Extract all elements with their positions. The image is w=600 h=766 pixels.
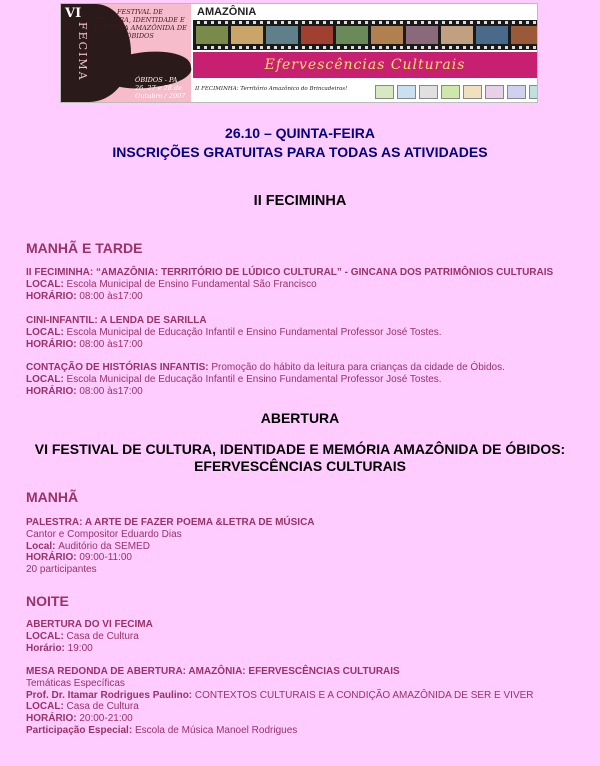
festival-banner: [60, 3, 538, 103]
film-frame: [231, 26, 263, 44]
activity-local: Escola Municipal de Educação Infantil e Ensino Fundamental Professor José Tostes.: [66, 326, 442, 338]
film-frame: [336, 26, 368, 44]
section-morning: MANHÃ: [26, 489, 79, 505]
sponsor-logos: [375, 85, 538, 99]
section-morning-afternoon: MANHÃ E TARDE: [26, 240, 143, 256]
sponsor-logo: [463, 85, 482, 99]
film-frame: [196, 26, 228, 44]
film-frame: [371, 26, 403, 44]
logo-city-dates: ÓBIDOS - PA 26, 27 e 28 de Outubro / 2007: [135, 76, 186, 100]
free-registration-heading: INSCRIÇÕES GRATUITAS PARA TODAS AS ATIVIDADES: [112, 144, 488, 160]
opening-heading: ABERTURA: [260, 410, 340, 426]
activity-local: Escola Municipal de Ensino Fundamental São Francisco: [66, 278, 317, 290]
activity-roundtable: MESA REDONDA DE ABERTURA: AMAZÔNIA: EFERVESCÊNCIAS CULTURAIS Temáticas Específicas Prof. Dr. Itamar Rodrigues Paulino: CONTEXTOS CULTURAIS E A CONDIÇÃO AMAZÔNIDA DE SER E VIVER LOCAL: Casa de Cultura HORÁRIO: 20:00-21:00 Participação Especial: Escola de Música Manoel Rodrigues: [26, 666, 586, 737]
film-frame: [301, 26, 333, 44]
opening-item-local: Casa de Cultura: [66, 630, 139, 642]
sponsor-logo: [529, 85, 538, 99]
lecture-time: 09:00-11:00: [79, 552, 132, 564]
logo-vi: VI: [65, 6, 82, 21]
film-frame: [441, 26, 473, 44]
date-heading: 26.10 – QUINTA-FEIRA: [225, 125, 375, 141]
lecture-title: PALESTRA: A ARTE DE FAZER POEMA &LETRA DE MÚSICA: [26, 517, 315, 528]
lecture-speaker: Cantor e Compositor Eduardo Dias: [26, 528, 182, 540]
activity-time: 08:00 às17:00: [79, 290, 143, 302]
activity-cini-infantil: CINI-INFANTIL: A LENDA DE SARILLA LOCAL: Escola Municipal de Educação Infantil e Ensino Fundamental Professor José Tostes. HORÁRIO: 08:00 às17:00: [26, 315, 586, 350]
banner-feciminha-label: II FECIMINHA: Território Amazônico do Brincadeiras!: [195, 86, 348, 92]
film-frame: [476, 26, 508, 44]
activity-local: Escola Municipal de Educação Infantil e Ensino Fundamental Professor José Tostes.: [66, 373, 442, 385]
festival-logo-panel: [61, 4, 191, 102]
roundtable-local: Casa de Cultura: [66, 701, 139, 713]
lecture-participants: 20 participantes: [26, 564, 97, 576]
lecture-local: Auditório da SEMED: [58, 540, 150, 552]
banner-right-panel: [193, 4, 537, 102]
logo-festival-text: FESTIVAL DE CULTURA, IDENTIDADE E MEMÓRIA AMAZÔNIDA DE ÓBIDOS: [93, 8, 187, 40]
roundtable-time: 20:00-21:00: [79, 713, 133, 725]
activity-title: II FECIMINHA: “AMAZÔNIA: TERRITÓRIO DE LÚDICO CULTURAL” - GINCANA DOS PATRIMÔNIOS CULTURAIS: [26, 267, 554, 278]
activity-time: 08:00 às17:00: [79, 385, 143, 397]
logo-fecima: FECIMA: [76, 22, 89, 82]
section-night: NOITE: [26, 593, 69, 609]
roundtable-speaker-topic: CONTEXTOS CULTURAIS E A CONDIÇÃO AMAZÔNIDA DE SER E VIVER: [194, 689, 534, 701]
banner-efervescencias: Efervescências Culturais: [193, 52, 537, 78]
film-frame: [406, 26, 438, 44]
sponsor-logo: [485, 85, 504, 99]
activity-storytelling: CONTAÇÃO DE HISTÓRIAS INFANTIS: Promoção do hábito da leitura para crianças da cidade de Óbidos. LOCAL: Escola Municipal de Educação Infantil e Ensino Fundamental Professor José Tostes. HORÁRIO: 08:00 às17:00: [26, 362, 505, 397]
banner-sponsor-bar: [193, 82, 537, 100]
festival-title-line2: EFERVESCÊNCIAS CULTURAIS: [194, 458, 406, 474]
film-frame: [511, 26, 538, 44]
activity-title: CINI-INFANTIL: A LENDA DE SARILLA: [26, 315, 207, 326]
activity-description: Promoção do hábito da leitura para crianças da cidade de Óbidos.: [211, 362, 505, 373]
film-strip-image: [193, 20, 537, 50]
sponsor-logo: [375, 85, 394, 99]
opening-item-time: 19:00: [67, 642, 93, 654]
opening-item-title: ABERTURA DO VI FECIMA: [26, 619, 153, 630]
roundtable-title: MESA REDONDA DE ABERTURA: AMAZÔNIA: EFERVESCÊNCIAS CULTURAIS: [26, 666, 400, 677]
activity-opening-ceremony: ABERTURA DO VI FECIMA LOCAL: Casa de Cultura Horário: 19:00: [26, 619, 586, 654]
roundtable-themes: Temáticas Específicas: [26, 677, 125, 689]
banner-amazonia-title: AMAZÔNIA: [197, 6, 257, 18]
activity-gincana: II FECIMINHA: “AMAZÔNIA: TERRITÓRIO DE LÚDICO CULTURAL” - GINCANA DOS PATRIMÔNIOS CULTURAIS LOCAL: Escola Municipal de Ensino Fundamental São Francisco HORÁRIO: 08:00 às17:00: [26, 267, 586, 302]
activity-time: 08:00 às17:00: [79, 338, 143, 350]
festival-title-line1: VI FESTIVAL DE CULTURA, IDENTIDADE E MEMÓRIA AMAZÔNIDA DE ÓBIDOS:: [34, 441, 566, 457]
roundtable-special: Escola de Música Manoel Rodrigues: [134, 724, 298, 736]
sponsor-logo: [419, 85, 438, 99]
sponsor-logo: [441, 85, 460, 99]
sponsor-logo: [507, 85, 526, 99]
activity-lecture: PALESTRA: A ARTE DE FAZER POEMA &LETRA DE MÚSICA Cantor e Compositor Eduardo Dias Local: Auditório da SEMED HORÁRIO: 09:00-11:00 20 participantes: [26, 517, 586, 576]
sponsor-logo: [397, 85, 416, 99]
film-frame: [266, 26, 298, 44]
event-heading: II FECIMINHA: [253, 193, 347, 209]
